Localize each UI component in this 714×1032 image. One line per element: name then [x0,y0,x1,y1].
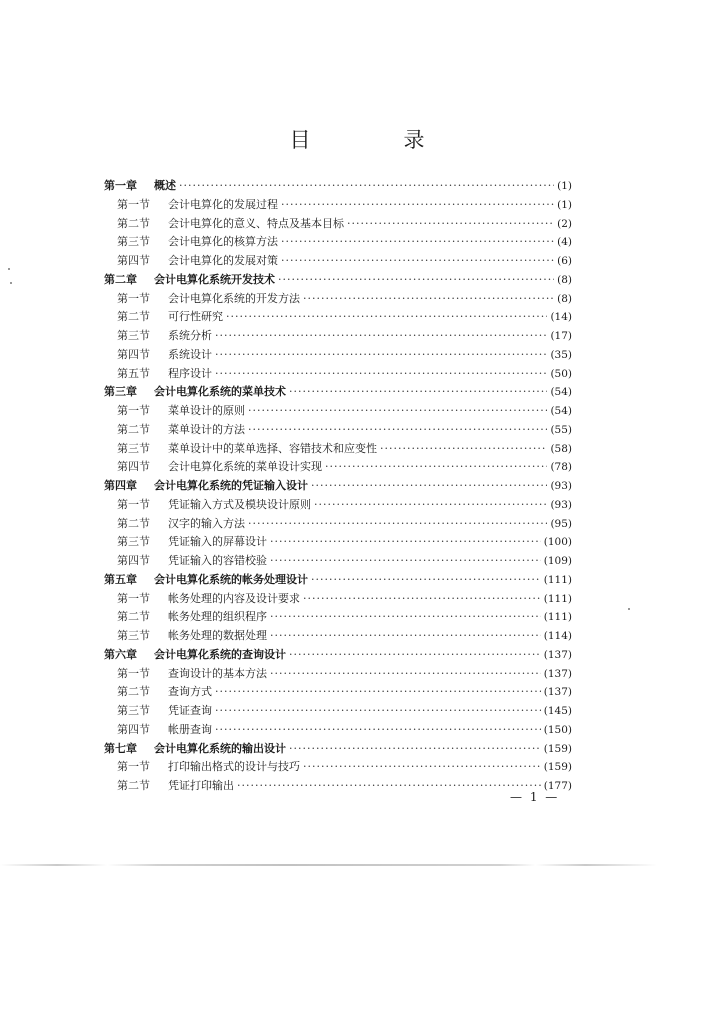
table-of-contents [104,177,572,796]
toc-leader-dots [347,215,554,234]
toc-entry-page: (17) [550,330,572,342]
toc-section-row [104,721,572,740]
toc-entry-number: 第四章 [104,479,137,492]
toc-leader-dots [270,627,541,646]
toc-section-row [104,252,572,271]
toc-entry-page: (159) [543,742,572,755]
toc-entry-number: 第二节 [117,516,150,530]
toc-section-row [104,458,572,477]
toc-leader-dots [270,533,541,552]
toc-leader-dots [289,740,541,759]
toc-entry-page: (177) [543,780,572,792]
toc-section-row [104,777,572,796]
toc-leader-dots [380,440,547,459]
toc-section-row [104,440,572,459]
toc-leader-dots [215,365,547,384]
toc-leader-dots [303,290,554,309]
toc-entry-number: 第四节 [117,254,150,267]
toc-entry-number: 第一节 [117,760,150,774]
toc-entry-title: 会计电算化系统的凭证输入设计 [154,479,308,492]
toc-leader-dots [179,177,554,196]
toc-entry-page: (95) [550,517,572,530]
toc-section-row [104,590,572,609]
toc-section-row [104,552,572,571]
toc-leader-dots [248,515,547,534]
toc-entry-number: 第二节 [117,422,150,436]
page-number: — 1 — [510,790,560,804]
toc-entry-number: 第四节 [117,460,150,474]
toc-entry-number: 第二节 [117,610,150,624]
toc-chapter-row [104,571,572,590]
toc-leader-dots [237,777,541,796]
toc-entry-title: 凭证查询 [168,704,212,717]
toc-entry-page: (111) [543,573,572,586]
toc-entry-title: 菜单设计中的菜单选择、容错技术和应变性 [168,441,377,455]
toc-leader-dots [314,496,547,515]
toc-entry-title: 会计电算化的核算方法 [168,235,278,249]
toc-leader-dots [281,196,554,215]
toc-entry-page: (2) [557,217,572,230]
toc-entry-title: 系统设计 [168,347,212,361]
toc-section-row [104,533,572,552]
toc-entry-page: (6) [557,255,572,267]
toc-leader-dots [281,233,554,252]
toc-entry-page: (54) [550,386,572,399]
toc-entry-title: 帐务处理的内容及设计要求 [168,591,300,605]
toc-chapter-row [104,740,572,759]
toc-chapter-row [104,646,572,665]
toc-leader-dots [215,683,541,702]
toc-entry-page: (14) [550,311,572,324]
toc-entry-number: 第一章 [104,179,137,192]
toc-leader-dots [226,308,547,327]
toc-entry-title: 会计电算化系统的输出设计 [154,741,286,755]
toc-entry-title: 会计电算化的发展过程 [168,197,278,211]
toc-leader-dots [311,477,547,496]
toc-entry-title: 菜单设计的方法 [168,422,245,436]
toc-section-row [104,758,572,777]
toc-entry-title: 帐务处理的数据处理 [168,629,267,642]
toc-entry-title: 凭证输入的容错校验 [168,554,267,567]
toc-leader-dots [289,383,547,402]
toc-entry-title: 帐册查询 [168,722,212,736]
toc-entry-title: 汉字的输入方法 [168,516,245,530]
toc-leader-dots [325,458,547,477]
toc-entry-page: (114) [543,630,572,642]
toc-section-row [104,627,572,646]
toc-leader-dots [289,646,541,665]
toc-leader-dots [248,402,547,421]
toc-entry-page: (55) [550,423,572,436]
toc-leader-dots [270,665,541,684]
toc-entry-title: 会计电算化系统的查询设计 [154,647,286,661]
toc-entry-page: (1) [557,198,572,211]
toc-entry-title: 凭证输入的屏幕设计 [168,535,267,549]
toc-entry-number: 第一节 [117,591,150,605]
toc-entry-number: 第三节 [117,235,150,249]
toc-section-row [104,421,572,440]
toc-entry-page: (137) [543,686,572,699]
toc-entry-number: 第三节 [117,441,150,455]
toc-entry-number: 第七章 [104,741,137,755]
toc-entry-number: 第二章 [104,272,137,286]
toc-entry-title: 会计电算化的发展对策 [168,254,278,267]
toc-entry-title: 凭证输入方式及模块设计原则 [168,497,311,511]
toc-section-row [104,308,572,327]
toc-entry-number: 第四节 [117,347,150,361]
toc-entry-number: 第一节 [117,497,150,511]
toc-entry-page: (159) [543,761,572,774]
toc-entry-number: 第三节 [117,329,150,342]
toc-section-row [104,290,572,309]
toc-entry-page: (137) [543,648,572,661]
page-title: 目 录 [289,128,461,152]
toc-entry-page: (4) [557,236,572,249]
toc-leader-dots [270,552,541,571]
toc-entry-page: (111) [543,592,572,605]
toc-leader-dots [281,252,554,271]
toc-entry-number: 第一节 [117,197,150,211]
toc-entry-title: 会计电算化系统的菜单技术 [154,385,286,399]
toc-entry-title: 查询方式 [168,685,212,699]
toc-entry-number: 第一节 [117,666,150,680]
toc-entry-title: 会计电算化系统开发技术 [154,272,275,286]
toc-leader-dots [278,271,554,290]
toc-entry-title: 会计电算化系统的菜单设计实现 [168,460,322,474]
toc-entry-number: 第三节 [117,704,150,717]
scan-artifact-line [0,864,714,866]
toc-section-row [104,665,572,684]
toc-section-row [104,683,572,702]
toc-section-row [104,346,572,365]
toc-entry-number: 第三节 [117,629,150,642]
toc-chapter-row [104,383,572,402]
toc-entry-title: 会计电算化的意义、特点及基本目标 [168,216,344,230]
toc-entry-title: 查询设计的基本方法 [168,666,267,680]
toc-entry-title: 概述 [154,179,176,192]
toc-entry-number: 第四节 [117,722,150,736]
toc-leader-dots [303,590,541,609]
toc-entry-page: (93) [550,498,572,511]
toc-entry-page: (145) [543,705,572,717]
toc-chapter-row [104,271,572,290]
toc-section-row [104,608,572,627]
toc-entry-page: (109) [543,555,572,567]
scan-speck [10,282,12,284]
toc-entry-number: 第二节 [117,216,150,230]
toc-entry-page: (111) [543,611,572,624]
toc-entry-title: 会计电算化系统的开发方法 [168,291,300,305]
toc-entry-title: 帐务处理的组织程序 [168,610,267,624]
toc-leader-dots [215,346,547,365]
toc-entry-title: 可行性研究 [168,310,223,324]
toc-leader-dots [215,702,541,721]
toc-entry-number: 第六章 [104,647,137,661]
toc-entry-title: 凭证打印输出 [168,779,234,792]
toc-entry-title: 程序设计 [168,366,212,380]
toc-entry-title: 会计电算化系统的帐务处理设计 [154,572,308,586]
toc-entry-page: (50) [550,367,572,380]
toc-section-row [104,496,572,515]
toc-entry-title: 打印输出格式的设计与技巧 [168,760,300,774]
toc-entry-number: 第三节 [117,535,150,549]
toc-entry-page: (100) [543,536,572,549]
scan-speck [628,608,630,610]
scan-speck [8,268,10,270]
toc-section-row [104,233,572,252]
toc-entry-page: (1) [557,180,572,192]
toc-chapter-row [104,477,572,496]
toc-section-row [104,196,572,215]
toc-leader-dots [215,721,541,740]
toc-entry-page: (8) [557,292,572,305]
toc-section-row [104,327,572,346]
toc-entry-page: (137) [543,667,572,680]
toc-section-row [104,402,572,421]
toc-leader-dots [270,608,541,627]
toc-entry-page: (35) [550,348,572,361]
toc-leader-dots [303,758,541,777]
toc-entry-page: (8) [557,273,572,286]
toc-entry-number: 第一节 [117,291,150,305]
toc-chapter-row [104,177,572,196]
toc-entry-number: 第五章 [104,572,137,586]
toc-entry-number: 第一节 [117,404,150,417]
toc-entry-page: (78) [550,461,572,474]
toc-entry-page: (58) [550,442,572,455]
toc-entry-number: 第五节 [117,366,150,380]
toc-entry-page: (54) [550,405,572,417]
toc-entry-number: 第四节 [117,554,150,567]
toc-section-row [104,702,572,721]
toc-leader-dots [311,571,541,590]
toc-entry-title: 菜单设计的原则 [168,404,245,417]
toc-entry-title: 系统分析 [168,329,212,342]
toc-leader-dots [215,327,547,346]
toc-section-row [104,365,572,384]
toc-entry-number: 第三章 [104,385,137,399]
toc-section-row [104,215,572,234]
toc-entry-page: (150) [543,723,572,736]
toc-leader-dots [248,421,547,440]
toc-entry-page: (93) [550,480,572,492]
toc-entry-number: 第二节 [117,310,150,324]
toc-entry-number: 第二节 [117,685,150,699]
toc-entry-number: 第二节 [117,779,150,792]
toc-section-row [104,515,572,534]
